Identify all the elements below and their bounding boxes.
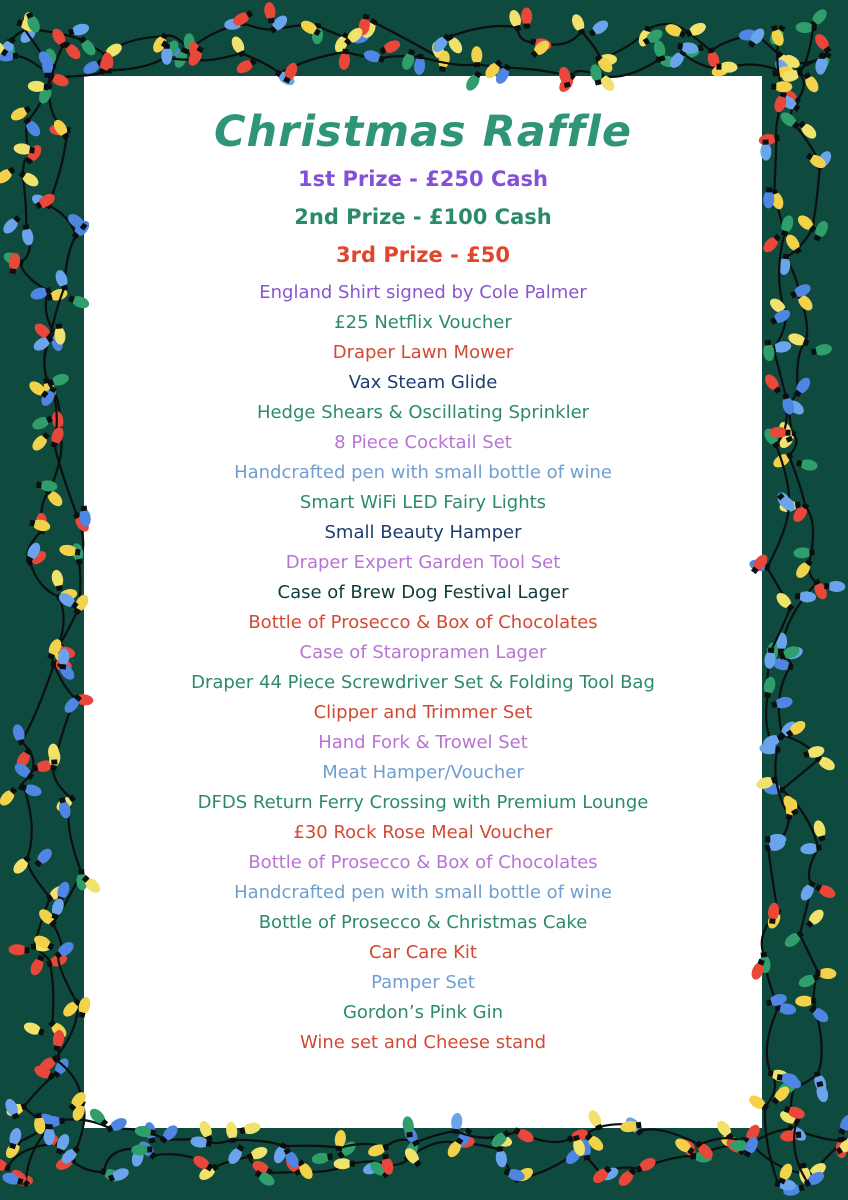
light-bulb-icon: [796, 458, 819, 472]
light-bulb-icon: [0, 785, 19, 808]
light-bulb-icon: [246, 1145, 270, 1163]
light-bulb-icon: [800, 842, 822, 855]
list-item: Pamper Set: [371, 972, 475, 993]
light-bulb-icon: [762, 340, 775, 362]
light-bulb-icon: [30, 430, 52, 453]
list-item: £25 Netflix Voucher: [334, 312, 512, 333]
list-item: Case of Staropramen Lager: [299, 642, 547, 663]
list-item: Case of Brew Dog Festival Lager: [277, 582, 569, 603]
light-bulb-icon: [587, 18, 611, 39]
list-item: Bottle of Prosecco & Christmas Cake: [258, 912, 588, 933]
light-bulb-icon: [20, 224, 34, 247]
light-bulb-icon: [512, 1125, 536, 1145]
light-bulb-icon: [17, 168, 41, 189]
page-title: Christmas Raffle: [213, 107, 633, 157]
light-bulb-icon: [765, 834, 786, 845]
first-prize: 1st Prize - £250 Cash: [297, 167, 548, 191]
light-bulb-icon: [570, 12, 588, 36]
light-bulb-icon: [771, 81, 792, 92]
light-bulb-icon: [22, 1020, 46, 1038]
light-bulb-icon: [53, 269, 70, 292]
light-bulb-icon: [30, 413, 54, 432]
light-bulb-icon: [8, 944, 30, 956]
light-bulb-icon: [226, 1143, 247, 1167]
light-bulb-icon: [508, 9, 524, 32]
list-item: England Shirt signed by Cole Palmer: [259, 282, 587, 303]
list-item: Meat Hamper/Voucher: [322, 762, 524, 783]
light-bulb-icon: [761, 232, 783, 255]
list-item: Smart WiFi LED Fairy Lights: [299, 492, 547, 513]
light-bulb-icon: [684, 20, 708, 39]
light-bulb-icon: [36, 479, 58, 492]
list-item: Gordon’s Pink Gin: [342, 1002, 504, 1023]
light-bulb-icon: [771, 695, 794, 710]
list-item: Clipper and Trimmer Set: [313, 702, 533, 723]
light-bulb-icon: [0, 1156, 12, 1175]
list-item: Bottle of Prosecco & Box of Chocolates: [248, 612, 598, 633]
light-bulb-icon: [836, 1113, 848, 1137]
light-bulb-icon: [762, 676, 777, 699]
light-bulb-icon: [521, 7, 532, 28]
light-bulb-icon: [814, 881, 838, 900]
list-item: Draper Expert Garden Tool Set: [285, 552, 561, 573]
light-bulb-icon: [0, 165, 17, 187]
list-item: Draper Lawn Mower: [332, 342, 514, 363]
third-prize: 3rd Prize - £50: [336, 243, 510, 267]
list-item: Hand Fork & Trowel Set: [318, 732, 528, 753]
list-item: Vax Steam Glide: [348, 372, 498, 393]
light-bulb-icon: [634, 1155, 658, 1175]
light-bulb-icon: [795, 591, 817, 603]
list-item: Hedge Shears & Oscillating Sprinkler: [256, 402, 590, 423]
light-bulb-icon: [87, 1106, 110, 1128]
light-bulb-icon: [334, 1158, 355, 1169]
list-item: Car Care Kit: [369, 942, 477, 963]
light-bulb-icon: [463, 69, 483, 93]
light-bulb-icon: [105, 1116, 129, 1135]
list-item: Draper 44 Piece Screwdriver Set & Folding Tool Bag: [191, 672, 655, 693]
list-item: Handcrafted pen with small bottle of wine: [234, 882, 612, 903]
second-prize: 2nd Prize - £100 Cash: [294, 205, 552, 229]
light-bulb-icon: [774, 590, 796, 613]
light-bulb-icon: [48, 425, 66, 449]
light-bulb-icon: [804, 907, 826, 930]
light-bulb-icon: [21, 116, 43, 139]
list-item: 8 Piece Cocktail Set: [334, 432, 512, 453]
list-item: Bottle of Prosecco & Box of Chocolates: [248, 852, 598, 873]
light-bulb-icon: [311, 1151, 334, 1165]
list-item: Wine set and Cheese stand: [299, 1032, 547, 1053]
light-bulb-icon: [158, 1123, 180, 1146]
light-bulb-icon: [67, 293, 90, 311]
light-bulb-icon: [812, 32, 833, 55]
list-item: Small Beauty Hamper: [324, 522, 522, 543]
light-bulb-icon: [11, 853, 33, 876]
light-bulb-icon: [239, 1121, 262, 1137]
light-bulb-icon: [28, 954, 47, 978]
list-item: £30 Rock Rose Meal Voucher: [293, 822, 553, 843]
light-bulb-icon: [824, 581, 845, 593]
light-bulb-icon: [50, 569, 65, 592]
light-bulb-icon: [810, 343, 833, 358]
light-bulb-icon: [378, 38, 402, 57]
light-bulb-icon: [0, 213, 22, 236]
list-item: DFDS Return Ferry Crossing with Premium Lounge: [197, 792, 649, 813]
light-bulb-icon: [798, 879, 818, 903]
light-bulb-icon: [32, 846, 54, 869]
light-bulb-icon: [797, 971, 821, 989]
list-item: Handcrafted pen with small bottle of wine: [234, 462, 612, 483]
